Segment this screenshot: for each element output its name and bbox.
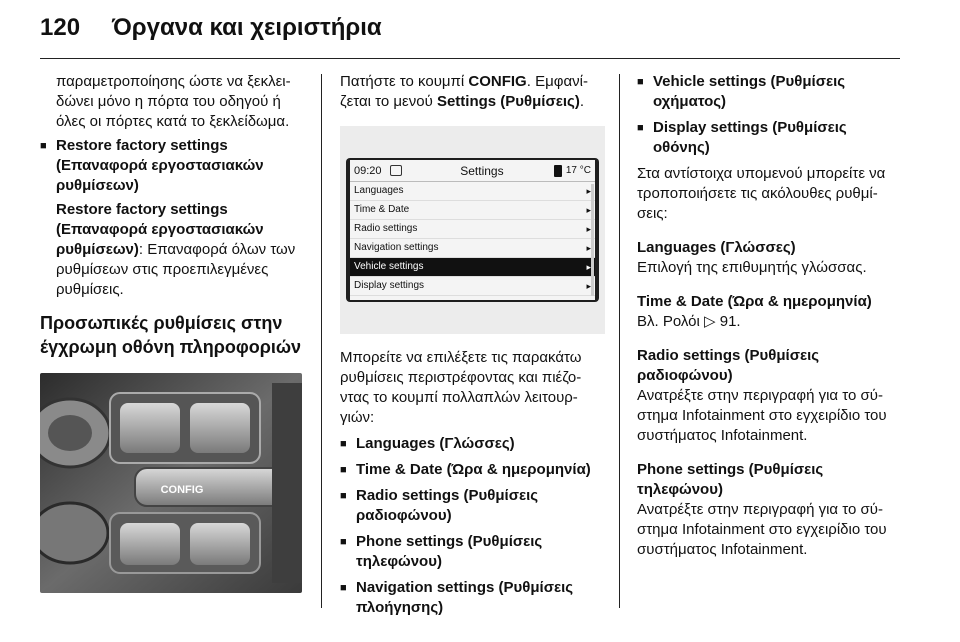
text-line: Μπορείτε να επιλέξετε τις παρακάτω: [340, 349, 582, 366]
text-run: Πατήστε το κουμπί: [340, 73, 469, 90]
clock-text: 09:20: [354, 164, 382, 177]
screen-header: [350, 160, 595, 182]
page-reference[interactable]: 91.: [719, 313, 741, 330]
text-line: σεις:: [637, 205, 668, 222]
text-line: ρυθμίσεων στις προεπιλεγμένες: [56, 261, 269, 278]
bullet-display-settings: [637, 118, 907, 158]
definition: : Επαναφορά όλων των: [138, 241, 296, 258]
screen-title: Settings: [460, 163, 504, 178]
text-line: τροποποιήσετε τις ακόλουθες ρυθμί-: [637, 185, 878, 202]
back-icon: [390, 165, 402, 176]
entry-text: στημα Infotainment στο εγχειρίδιο του: [637, 407, 887, 424]
bullet-item: [340, 434, 605, 454]
screen-menu-item[interactable]: [350, 220, 595, 239]
chevron-right-icon: ▸: [586, 281, 591, 291]
entry-heading: ραδιοφώνου): [637, 367, 733, 384]
page-reference-icon: ▷: [704, 313, 716, 330]
text-line: [56, 240, 308, 260]
paragraph-selection: [340, 348, 605, 428]
text-line: δώνει μόνο η πόρτα του οδηγού ή: [56, 93, 281, 110]
entry-heading: Time & Date (Ώρα & ημερομηνία): [637, 293, 872, 310]
bullet-restore-factory: [40, 136, 308, 196]
display-bezel: [346, 158, 599, 302]
entry-text: Ανατρέξτε στην περιγραφή για το σύ-: [637, 387, 883, 404]
screen-menu-item-label: Vehicle settings: [354, 261, 424, 272]
text-line: Restore factory settings: [56, 201, 228, 218]
settings-menu-list: [350, 182, 595, 296]
chevron-right-icon: ▸: [586, 262, 591, 272]
text-run: Βλ. Ρολόι: [637, 313, 705, 330]
chevron-right-icon: ▸: [586, 243, 591, 253]
config-button-photo: [40, 373, 302, 593]
screen-menu-item-label: Languages: [354, 185, 404, 196]
text-line: [340, 92, 605, 112]
text-line: ■ Navigation settings (Ρυθμίσεις: [356, 579, 574, 596]
text-line: ■ Time & Date (Ώρα & ημερομηνία): [356, 461, 591, 478]
text-line: πλοήγησης): [356, 599, 444, 616]
text-line: [340, 72, 605, 92]
settings-screen-figure: [340, 126, 605, 334]
column-3: [637, 72, 907, 560]
column-divider-2: [619, 74, 620, 608]
screen-menu-item-label: Navigation settings: [354, 242, 439, 253]
screen-menu-item-label: Display settings: [354, 280, 425, 291]
screen-menu-item-label: Time & Date: [354, 204, 410, 215]
entry-text: συστήματος Infotainment.: [637, 427, 808, 444]
text-line: ρυθμίσεων): [56, 177, 139, 194]
entry-time-date: [637, 292, 907, 332]
text-line: ■ Vehicle settings (Ρυθμίσεις: [653, 73, 846, 90]
text-line: (Επαναφορά εργοστασιακών: [56, 221, 264, 238]
text-run: .: [579, 93, 584, 110]
paragraph-submenus: [637, 164, 907, 224]
entry-text: Επιλογή της επιθυμητής γλώσσας.: [637, 259, 867, 276]
text-line: οθόνης): [653, 139, 710, 156]
screen-menu-item[interactable]: [350, 258, 595, 277]
text-line: ρυθμίσεις περιστρέφοντας και πιέζο-: [340, 369, 582, 386]
section-heading: [40, 311, 308, 359]
bullet-vehicle-settings: [637, 72, 907, 112]
bullet-item: [340, 486, 605, 526]
text-line: (Επαναφορά εργοστασιακών: [56, 157, 264, 174]
text-line: γιών:: [340, 409, 375, 426]
entry-heading: Languages (Γλώσσες): [637, 239, 796, 256]
text-line: Στα αντίστοιχα υπομενού μπορείτε να: [637, 165, 886, 182]
text-line: ■ Radio settings (Ρυθμίσεις: [356, 487, 539, 504]
text-line: ρυθμίσεις.: [56, 281, 124, 298]
column-1: [40, 72, 308, 593]
column-2: [340, 72, 605, 618]
display-screen: [350, 160, 595, 300]
entry-text: συστήματος Infotainment.: [637, 541, 808, 558]
term: ρυθμίσεων): [56, 241, 139, 258]
text-line: ραδιοφώνου): [356, 507, 452, 524]
entry-radio: [637, 346, 907, 446]
entry-languages: [637, 238, 907, 278]
text-run: ζεται το μενού: [340, 93, 437, 110]
heading-line: Προσωπικές ρυθμίσεις στην: [40, 313, 283, 333]
entry-heading: Phone settings (Ρυθμίσεις: [637, 461, 824, 478]
text-line: όλες οι πόρτες κατά το ξεκλείδωμα.: [56, 113, 290, 130]
text-line: ντας το κουμπί πολλαπλών λειτουρ-: [340, 389, 578, 406]
screen-menu-item-label: Radio settings: [354, 223, 418, 234]
screen-menu-item[interactable]: [350, 277, 595, 296]
bullet-item: [340, 578, 605, 618]
text-line: ■ Restore factory settings: [56, 137, 228, 154]
screen-menu-item[interactable]: [350, 239, 595, 258]
term: CONFIG: [468, 73, 527, 90]
restore-description: [40, 200, 308, 300]
entry-heading: τηλεφώνου): [637, 481, 723, 498]
entry-text: Ανατρέξτε στην περιγραφή για το σύ-: [637, 501, 883, 518]
text-line: ■ Phone settings (Ρυθμίσεις: [356, 533, 543, 550]
paragraph-intro: [40, 72, 308, 132]
settings-bullet-list: [340, 434, 605, 618]
text-line: ■ Display settings (Ρυθμίσεις: [653, 119, 847, 136]
config-button-label: CONFIG: [160, 484, 204, 496]
term: Settings (Ρυθμίσεις): [436, 93, 580, 110]
text-run: . Εμφανί-: [526, 73, 588, 90]
chevron-right-icon: ▸: [586, 186, 591, 196]
bullet-item: [340, 532, 605, 572]
entry-phone: [637, 460, 907, 560]
header-rule: [40, 58, 900, 59]
text-line: τηλεφώνου): [356, 553, 442, 570]
chevron-right-icon: ▸: [586, 224, 591, 234]
entry-text: στημα Infotainment στο εγχειρίδιο του: [637, 521, 887, 538]
page-number: 120: [40, 14, 81, 41]
screen-menu-item[interactable]: [350, 201, 595, 220]
page-title: Όργανα και χειριστήρια: [112, 14, 382, 41]
column-divider-1: [321, 74, 322, 608]
entry-text: [637, 312, 907, 332]
text-line: ■ Languages (Γλώσσες): [356, 435, 515, 452]
text-line: οχήματος): [653, 93, 727, 110]
heading-line: έγχρωμη οθόνη πληροφοριών: [40, 337, 302, 357]
phone-icon: [554, 165, 562, 177]
screen-menu-item[interactable]: [350, 182, 595, 201]
temperature-text: 17 °C: [565, 164, 591, 176]
entry-heading: Radio settings (Ρυθμίσεις: [637, 347, 820, 364]
chevron-right-icon: ▸: [586, 205, 591, 215]
scrollbar: [591, 184, 594, 296]
bullet-item: [340, 460, 605, 480]
text-line: παραμετροποίησης ώστε να ξεκλει-: [56, 73, 291, 90]
